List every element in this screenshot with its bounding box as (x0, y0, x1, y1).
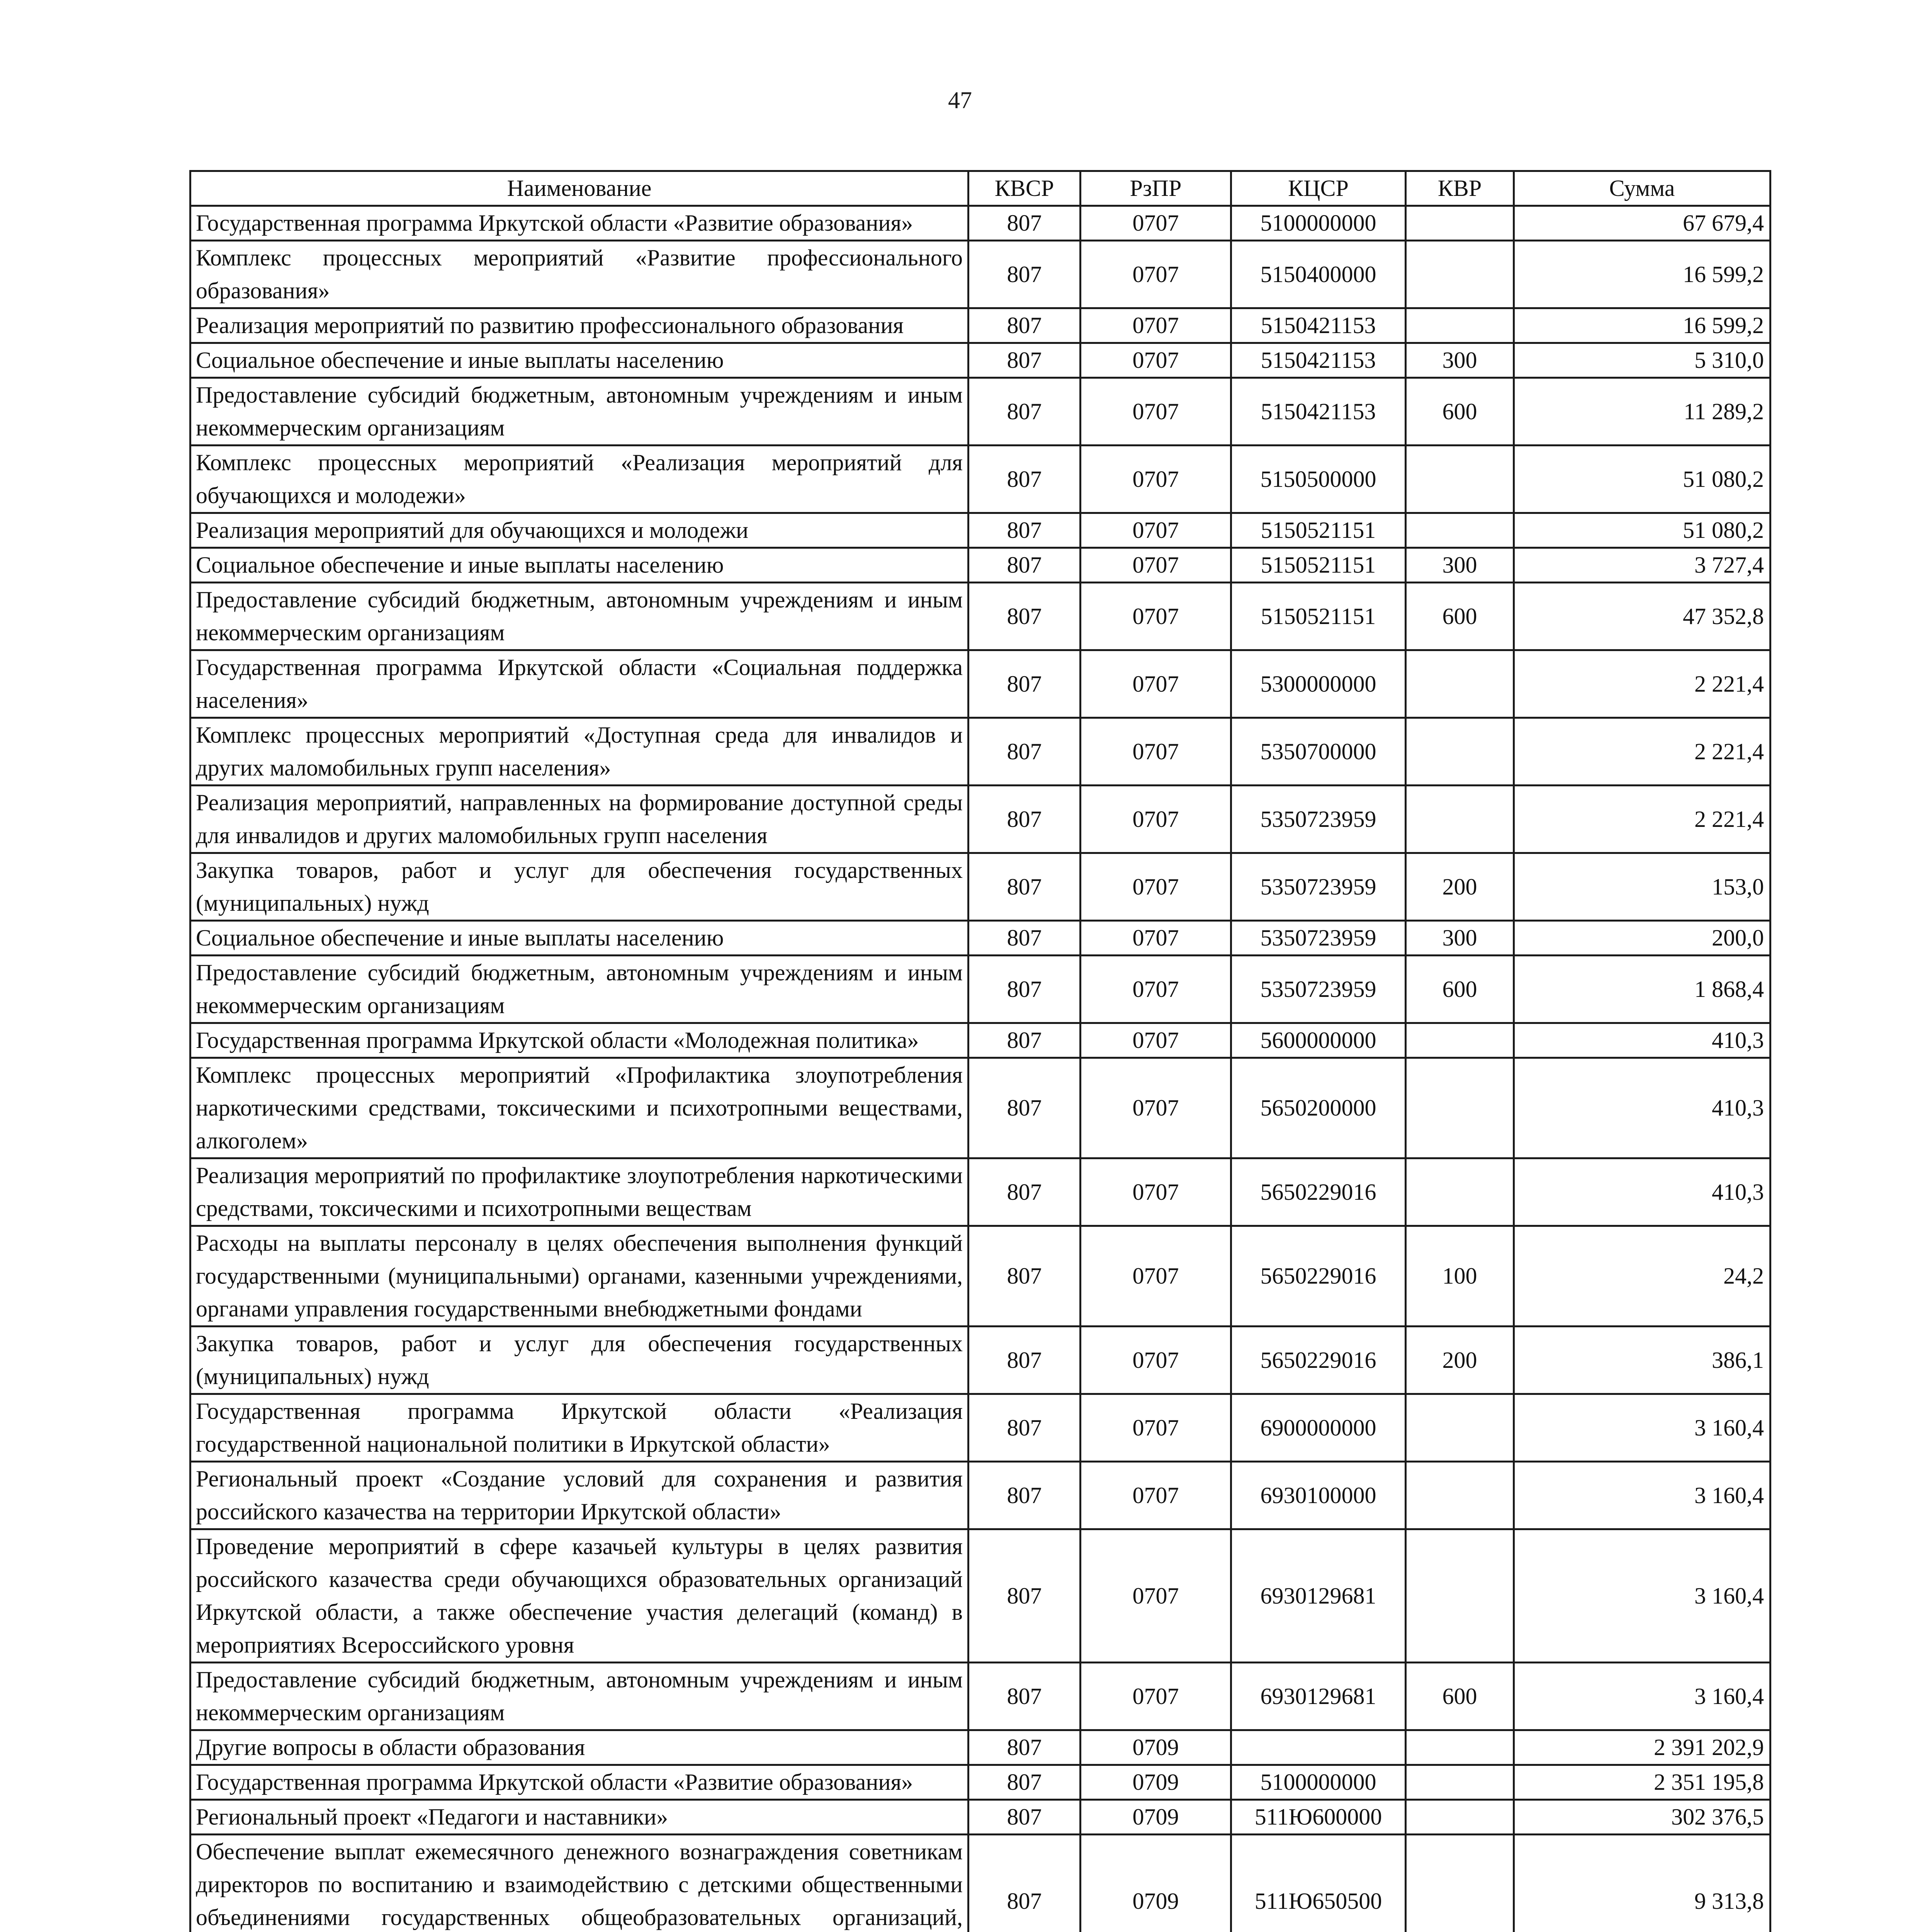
cell-kcsr: 5100000000 (1231, 1765, 1406, 1800)
header-rzpr: РзПР (1081, 171, 1231, 206)
cell-rzpr: 0707 (1081, 1394, 1231, 1462)
cell-kvsr: 807 (968, 650, 1081, 718)
cell-name: Социальное обеспечение и иные выплаты населению (190, 921, 968, 956)
cell-name: Реализация мероприятий, направленных на формирование доступной среды для инвалидов и других маломобильных групп населения (190, 786, 968, 853)
table-row (190, 650, 1770, 718)
cell-kvsr: 807 (968, 1800, 1081, 1835)
cell-rzpr: 0707 (1081, 343, 1231, 378)
cell-sum: 3 160,4 (1514, 1462, 1770, 1529)
cell-kcsr: 5100000000 (1231, 206, 1406, 241)
cell-kvsr: 807 (968, 1327, 1081, 1394)
cell-name: Закупка товаров, работ и услуг для обеспечения государственных (муниципальных) нужд (190, 853, 968, 921)
cell-sum: 5 310,0 (1514, 343, 1770, 378)
cell-sum: 2 221,4 (1514, 650, 1770, 718)
table-row (190, 1462, 1770, 1529)
cell-rzpr: 0707 (1081, 786, 1231, 853)
cell-kvsr: 807 (968, 206, 1081, 241)
cell-kcsr: 5150421153 (1231, 343, 1406, 378)
cell-name: Государственная программа Иркутской области «Молодежная политика» (190, 1023, 968, 1058)
cell-kcsr: 511Ю650500 (1231, 1835, 1406, 1932)
cell-kvsr: 807 (968, 1158, 1081, 1226)
cell-kvr (1406, 513, 1514, 548)
table-row (190, 378, 1770, 446)
cell-kcsr: 5150521151 (1231, 513, 1406, 548)
cell-kvr (1406, 1730, 1514, 1765)
cell-name: Региональный проект «Создание условий для сохранения и развития российского казачества на территории Иркутской области» (190, 1462, 968, 1529)
cell-kvsr: 807 (968, 1462, 1081, 1529)
cell-kvsr: 807 (968, 548, 1081, 583)
cell-kvr (1406, 1529, 1514, 1663)
cell-rzpr: 0709 (1081, 1835, 1231, 1932)
cell-rzpr: 0709 (1081, 1765, 1231, 1800)
cell-rzpr: 0709 (1081, 1800, 1231, 1835)
cell-name: Проведение мероприятий в сфере казачьей культуры в целях развития российского казачества среди обучающихся образовательных организаций Иркутской области, а также обеспечение участия делегаций (команд) в мероприятиях Всероссийского уровня (190, 1529, 968, 1663)
cell-kvsr: 807 (968, 343, 1081, 378)
cell-rzpr: 0707 (1081, 513, 1231, 548)
table-row (190, 1730, 1770, 1765)
table-row (190, 1394, 1770, 1462)
cell-kvr (1406, 650, 1514, 718)
cell-kvsr: 807 (968, 1226, 1081, 1327)
cell-kcsr: 6900000000 (1231, 1394, 1406, 1462)
table-row (190, 786, 1770, 853)
cell-sum: 11 289,2 (1514, 378, 1770, 446)
cell-sum: 3 160,4 (1514, 1663, 1770, 1730)
cell-sum: 2 221,4 (1514, 718, 1770, 786)
table-row (190, 1023, 1770, 1058)
cell-name: Государственная программа Иркутской области «Социальная поддержка населения» (190, 650, 968, 718)
cell-kvr (1406, 1765, 1514, 1800)
cell-sum: 1 868,4 (1514, 956, 1770, 1023)
cell-kvsr: 807 (968, 1529, 1081, 1663)
cell-sum: 3 160,4 (1514, 1529, 1770, 1663)
cell-name: Социальное обеспечение и иные выплаты населению (190, 548, 968, 583)
cell-kvr (1406, 718, 1514, 786)
cell-kcsr: 5150421153 (1231, 308, 1406, 343)
cell-kvsr: 807 (968, 921, 1081, 956)
cell-sum: 47 352,8 (1514, 583, 1770, 650)
cell-kcsr: 5650229016 (1231, 1226, 1406, 1327)
cell-sum: 2 351 195,8 (1514, 1765, 1770, 1800)
cell-rzpr: 0707 (1081, 1327, 1231, 1394)
cell-kcsr: 5350723959 (1231, 956, 1406, 1023)
cell-kcsr: 5350723959 (1231, 921, 1406, 956)
cell-sum: 67 679,4 (1514, 206, 1770, 241)
cell-rzpr: 0707 (1081, 583, 1231, 650)
table-row (190, 1835, 1770, 1932)
cell-kvsr: 807 (968, 583, 1081, 650)
cell-rzpr: 0707 (1081, 1462, 1231, 1529)
cell-name: Государственная программа Иркутской области «Реализация государственной национальной политики в Иркутской области» (190, 1394, 968, 1462)
cell-rzpr: 0707 (1081, 446, 1231, 513)
cell-kvr: 600 (1406, 583, 1514, 650)
cell-rzpr: 0707 (1081, 650, 1231, 718)
cell-kvr (1406, 1058, 1514, 1158)
cell-kvr: 100 (1406, 1226, 1514, 1327)
cell-sum: 3 727,4 (1514, 548, 1770, 583)
cell-kvr (1406, 206, 1514, 241)
cell-name: Государственная программа Иркутской области «Развитие образования» (190, 1765, 968, 1800)
cell-kvsr: 807 (968, 718, 1081, 786)
cell-kvsr: 807 (968, 446, 1081, 513)
cell-name: Расходы на выплаты персоналу в целях обеспечения выполнения функций государственными (муниципальными) органами, казенными учреждениями, органами управления государственными внебюджетными фондами (190, 1226, 968, 1327)
cell-rzpr: 0707 (1081, 853, 1231, 921)
cell-kvr: 300 (1406, 343, 1514, 378)
cell-kvsr: 807 (968, 786, 1081, 853)
header-sum: Сумма (1514, 171, 1770, 206)
cell-rzpr: 0707 (1081, 378, 1231, 446)
table-row (190, 1158, 1770, 1226)
cell-sum: 302 376,5 (1514, 1800, 1770, 1835)
cell-kcsr: 5350723959 (1231, 786, 1406, 853)
cell-name: Социальное обеспечение и иные выплаты населению (190, 343, 968, 378)
cell-rzpr: 0707 (1081, 718, 1231, 786)
cell-rzpr: 0707 (1081, 1226, 1231, 1327)
cell-rzpr: 0707 (1081, 548, 1231, 583)
cell-kvr: 200 (1406, 853, 1514, 921)
cell-sum: 410,3 (1514, 1158, 1770, 1226)
cell-kvsr: 807 (968, 1394, 1081, 1462)
cell-kvsr: 807 (968, 1023, 1081, 1058)
table-row (190, 921, 1770, 956)
cell-name: Реализация мероприятий по развитию профессионального образования (190, 308, 968, 343)
cell-name: Реализация мероприятий по профилактике злоупотребления наркотическими средствами, токсическими и психотропными веществам (190, 1158, 968, 1226)
cell-name: Предоставление субсидий бюджетным, автономным учреждениям и иным некоммерческим организациям (190, 1663, 968, 1730)
cell-sum: 410,3 (1514, 1058, 1770, 1158)
cell-kvsr: 807 (968, 1058, 1081, 1158)
cell-kvsr: 807 (968, 378, 1081, 446)
cell-kcsr: 5650229016 (1231, 1158, 1406, 1226)
cell-kvr (1406, 446, 1514, 513)
cell-kvsr: 807 (968, 513, 1081, 548)
cell-name: Комплекс процессных мероприятий «Развитие профессионального образования» (190, 241, 968, 308)
cell-kcsr: 6930129681 (1231, 1529, 1406, 1663)
cell-kcsr: 5150521151 (1231, 583, 1406, 650)
table-row (190, 1327, 1770, 1394)
cell-kvsr: 807 (968, 1730, 1081, 1765)
table-row (190, 1663, 1770, 1730)
header-kcsr: КЦСР (1231, 171, 1406, 206)
cell-kcsr: 6930100000 (1231, 1462, 1406, 1529)
cell-sum: 2 221,4 (1514, 786, 1770, 853)
header-kvsr: КВСР (968, 171, 1081, 206)
cell-kcsr: 5150400000 (1231, 241, 1406, 308)
header-kvr: КВР (1406, 171, 1514, 206)
cell-kvr (1406, 1835, 1514, 1932)
table-row (190, 853, 1770, 921)
cell-name: Предоставление субсидий бюджетным, автономным учреждениям и иным некоммерческим организациям (190, 583, 968, 650)
cell-rzpr: 0707 (1081, 956, 1231, 1023)
cell-rzpr: 0707 (1081, 1529, 1231, 1663)
cell-name: Реализация мероприятий для обучающихся и молодежи (190, 513, 968, 548)
cell-name: Предоставление субсидий бюджетным, автономным учреждениям и иным некоммерческим организациям (190, 378, 968, 446)
cell-sum: 51 080,2 (1514, 446, 1770, 513)
cell-sum: 2 391 202,9 (1514, 1730, 1770, 1765)
cell-rzpr: 0707 (1081, 1058, 1231, 1158)
cell-kvr: 600 (1406, 956, 1514, 1023)
cell-kcsr: 5300000000 (1231, 650, 1406, 718)
cell-kcsr: 5350700000 (1231, 718, 1406, 786)
cell-kcsr: 5600000000 (1231, 1023, 1406, 1058)
cell-kvr (1406, 1158, 1514, 1226)
table-row (190, 548, 1770, 583)
cell-rzpr: 0709 (1081, 1730, 1231, 1765)
cell-kvr (1406, 1462, 1514, 1529)
cell-rzpr: 0707 (1081, 308, 1231, 343)
cell-rzpr: 0707 (1081, 206, 1231, 241)
cell-kvr (1406, 308, 1514, 343)
cell-kcsr: 5150421153 (1231, 378, 1406, 446)
cell-kcsr: 511Ю600000 (1231, 1800, 1406, 1835)
cell-kvsr: 807 (968, 1663, 1081, 1730)
cell-name: Закупка товаров, работ и услуг для обеспечения государственных (муниципальных) нужд (190, 1327, 968, 1394)
table-row (190, 241, 1770, 308)
cell-kvr: 600 (1406, 378, 1514, 446)
cell-sum: 24,2 (1514, 1226, 1770, 1327)
table-row (190, 956, 1770, 1023)
cell-kvsr: 807 (968, 1765, 1081, 1800)
table-row (190, 1800, 1770, 1835)
cell-name: Комплекс процессных мероприятий «Доступная среда для инвалидов и других маломобильных групп населения» (190, 718, 968, 786)
cell-name: Обеспечение выплат ежемесячного денежного вознаграждения советникам директоров по воспитанию и взаимодействию с детскими общественными объединениями государственных общеобразовательных организаций, (190, 1835, 968, 1932)
table-row (190, 446, 1770, 513)
cell-kvr (1406, 786, 1514, 853)
cell-kvsr: 807 (968, 241, 1081, 308)
cell-name: Государственная программа Иркутской области «Развитие образования» (190, 206, 968, 241)
cell-kcsr: 5350723959 (1231, 853, 1406, 921)
cell-name: Региональный проект «Педагоги и наставники» (190, 1800, 968, 1835)
cell-kcsr: 6930129681 (1231, 1663, 1406, 1730)
cell-kcsr: 5150500000 (1231, 446, 1406, 513)
cell-kcsr: 5150521151 (1231, 548, 1406, 583)
cell-rzpr: 0707 (1081, 1663, 1231, 1730)
cell-kvr (1406, 1394, 1514, 1462)
table-row (190, 513, 1770, 548)
budget-table (189, 170, 1771, 1932)
cell-kvsr: 807 (968, 956, 1081, 1023)
cell-kvsr: 807 (968, 853, 1081, 921)
cell-rzpr: 0707 (1081, 921, 1231, 956)
cell-kvr (1406, 1023, 1514, 1058)
cell-name: Другие вопросы в области образования (190, 1730, 968, 1765)
cell-name: Комплекс процессных мероприятий «Реализация мероприятий для обучающихся и молодежи» (190, 446, 968, 513)
cell-kvr (1406, 1800, 1514, 1835)
cell-kvr: 200 (1406, 1327, 1514, 1394)
cell-kcsr: 5650229016 (1231, 1327, 1406, 1394)
cell-kcsr (1231, 1730, 1406, 1765)
table-row (190, 343, 1770, 378)
cell-sum: 16 599,2 (1514, 241, 1770, 308)
cell-sum: 16 599,2 (1514, 308, 1770, 343)
table-row (190, 1529, 1770, 1663)
page-number: 47 (948, 87, 972, 114)
cell-sum: 410,3 (1514, 1023, 1770, 1058)
cell-kvr (1406, 241, 1514, 308)
table-row (190, 308, 1770, 343)
table-row (190, 1765, 1770, 1800)
table-row (190, 583, 1770, 650)
cell-sum: 3 160,4 (1514, 1394, 1770, 1462)
cell-kvr: 300 (1406, 548, 1514, 583)
header-name: Наименование (190, 171, 968, 206)
cell-kvsr: 807 (968, 1835, 1081, 1932)
table-row (190, 1058, 1770, 1158)
cell-rzpr: 0707 (1081, 241, 1231, 308)
cell-name: Предоставление субсидий бюджетным, автономным учреждениям и иным некоммерческим организациям (190, 956, 968, 1023)
cell-sum: 51 080,2 (1514, 513, 1770, 548)
cell-sum: 200,0 (1514, 921, 1770, 956)
cell-kvr: 600 (1406, 1663, 1514, 1730)
cell-kvsr: 807 (968, 308, 1081, 343)
cell-kvr: 300 (1406, 921, 1514, 956)
cell-rzpr: 0707 (1081, 1158, 1231, 1226)
table-header-row (190, 171, 1770, 206)
cell-name: Комплекс процессных мероприятий «Профилактика злоупотребления наркотическими средствами, токсическими и психотропными веществами, алкоголем» (190, 1058, 968, 1158)
table-row (190, 206, 1770, 241)
cell-rzpr: 0707 (1081, 1023, 1231, 1058)
cell-kcsr: 5650200000 (1231, 1058, 1406, 1158)
cell-sum: 386,1 (1514, 1327, 1770, 1394)
cell-sum: 9 313,8 (1514, 1835, 1770, 1932)
table-row (190, 1226, 1770, 1327)
table-row (190, 718, 1770, 786)
cell-sum: 153,0 (1514, 853, 1770, 921)
